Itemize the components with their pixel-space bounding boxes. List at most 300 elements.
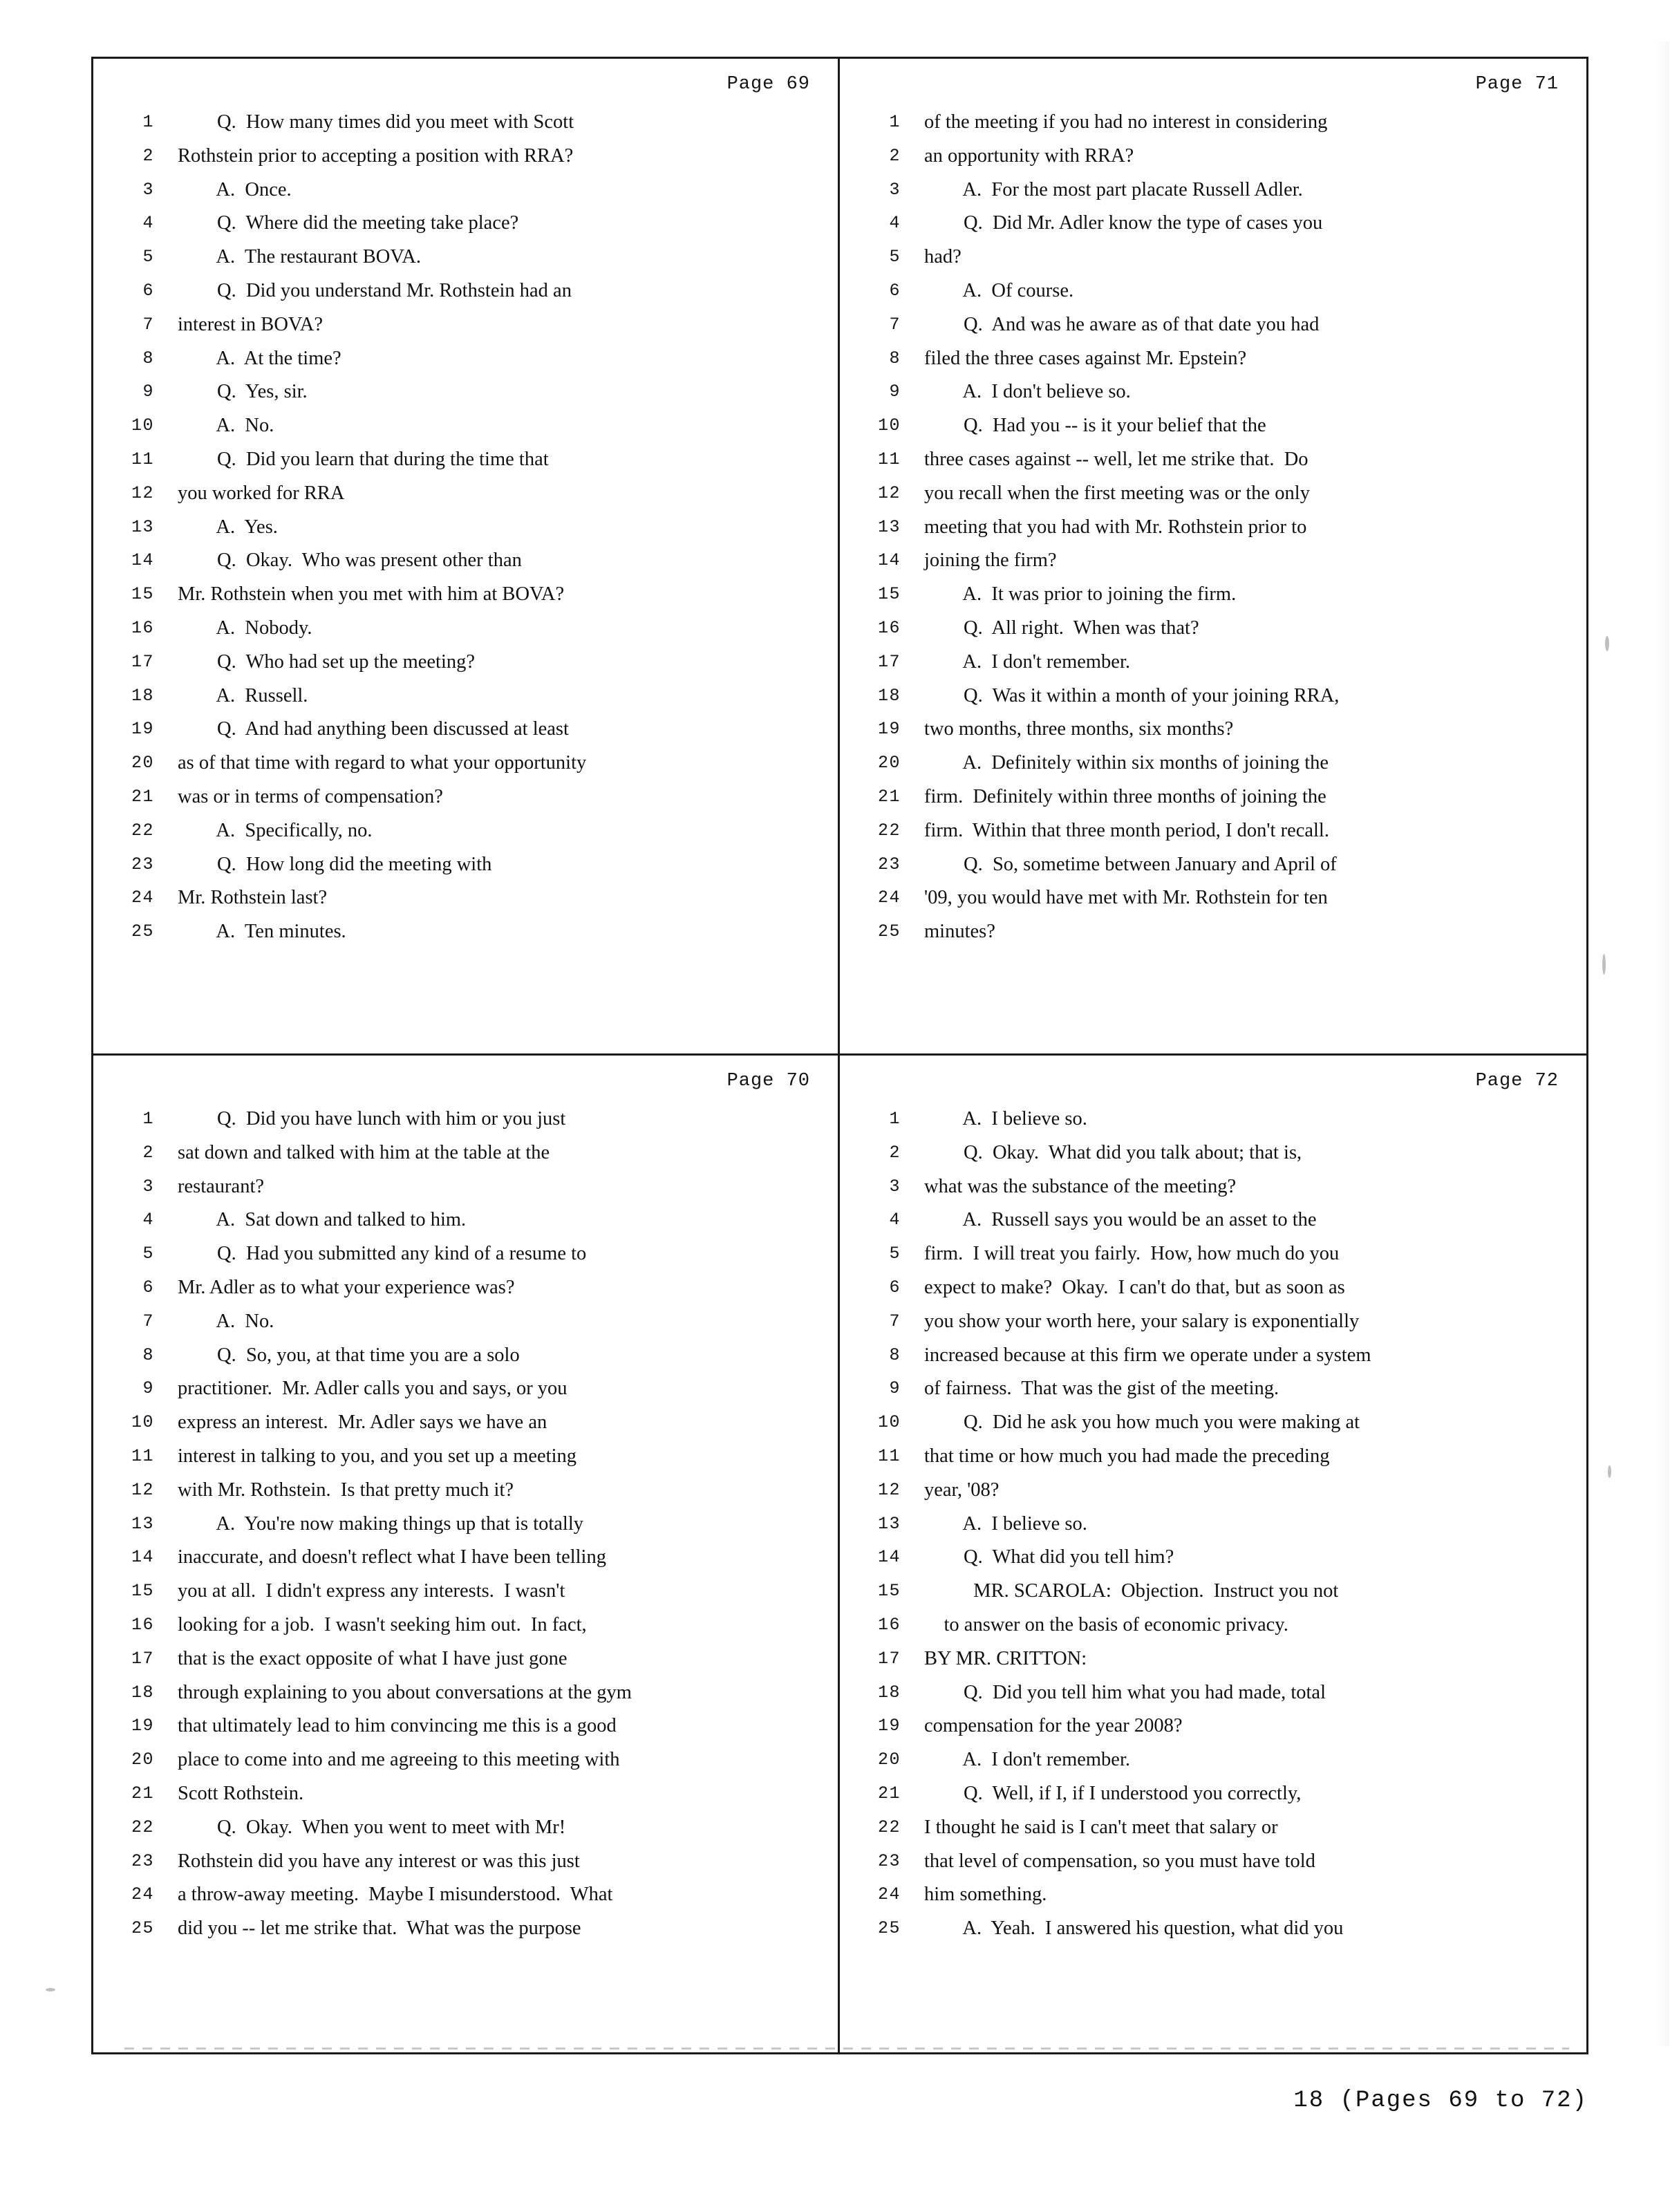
transcript-line	[858, 274, 1568, 308]
line-number: 8	[142, 1344, 154, 1365]
line-number: 10	[131, 415, 154, 436]
line-text: Q. Had you -- is it your belief that the	[924, 415, 1266, 437]
line-number: 22	[131, 1817, 154, 1837]
line-number: 16	[131, 617, 154, 638]
transcript-line	[858, 1541, 1568, 1575]
line-text: you show your worth here, your salary is exponentially	[924, 1310, 1360, 1332]
line-text: that ultimately lead to him convincing me this is a good	[178, 1715, 617, 1737]
line-text: as of that time with regard to what your opportunity	[178, 752, 587, 774]
transcript-line	[111, 814, 820, 848]
line-text: A. Sat down and talked to him.	[178, 1209, 467, 1231]
line-text: sat down and talked with him at the table at the	[178, 1141, 550, 1163]
transcript-line	[111, 308, 820, 342]
transcript-line	[858, 747, 1568, 780]
transcript-line	[111, 1271, 820, 1305]
line-text: an opportunity with RRA?	[924, 144, 1134, 167]
line-number: 10	[131, 1412, 154, 1433]
line-number: 16	[877, 1614, 901, 1635]
line-text: Q. Okay. Who was present other than	[178, 550, 522, 572]
transcript-line	[111, 1203, 820, 1237]
transcript-line	[111, 915, 820, 949]
line-number: 21	[877, 1783, 901, 1803]
scan-speck	[1602, 954, 1606, 975]
line-text: A. No.	[178, 1310, 274, 1332]
transcript-line	[111, 1103, 820, 1136]
line-text: with Mr. Rothstein. Is that pretty much it?	[178, 1479, 514, 1501]
line-number: 17	[877, 651, 901, 672]
line-number: 12	[131, 1479, 154, 1500]
line-text: place to come into and me agreeing to this meeting with	[178, 1749, 620, 1771]
line-text: A. Definitely within six months of joining the	[924, 752, 1329, 774]
transcript-line	[111, 1237, 820, 1271]
transcript-line	[111, 1811, 820, 1845]
line-text: that time or how much you had made the preceding	[924, 1445, 1330, 1467]
transcript-line	[858, 881, 1568, 915]
transcript-line	[858, 1406, 1568, 1440]
transcript-quadrant-page-72	[840, 1056, 1586, 2052]
transcript-line	[858, 612, 1568, 646]
line-text: Q. And was he aware as of that date you had	[924, 313, 1320, 335]
transcript-quadrant-page-69	[93, 59, 840, 1056]
line-number: 18	[131, 685, 154, 706]
line-number: 11	[131, 1445, 154, 1466]
transcript-line	[858, 1271, 1568, 1305]
line-number: 6	[142, 280, 154, 301]
transcript-line	[858, 375, 1568, 409]
transcript-line	[111, 1305, 820, 1339]
transcript-line	[858, 848, 1568, 882]
line-number: 24	[877, 1884, 901, 1905]
transcript-line	[111, 780, 820, 814]
line-number: 19	[131, 719, 154, 740]
line-number: 13	[877, 1513, 901, 1534]
line-number: 1	[889, 112, 901, 132]
line-number: 13	[131, 516, 154, 537]
line-number: 19	[131, 1716, 154, 1736]
line-text: joining the firm?	[924, 550, 1057, 572]
line-text: A. Yeah. I answered his question, what did you	[924, 1918, 1344, 1940]
line-number: 4	[142, 1210, 154, 1230]
transcript-line	[858, 241, 1568, 274]
transcript-lines-69	[111, 106, 820, 949]
transcript-line	[858, 1339, 1568, 1373]
line-number: 15	[877, 584, 901, 605]
line-text: filed the three cases against Mr. Epstein?	[924, 347, 1247, 369]
line-number: 6	[889, 280, 901, 301]
transcript-quadrant-page-71	[840, 59, 1586, 1056]
transcript-quadrant-page-70	[93, 1056, 840, 2052]
transcript-line	[858, 1305, 1568, 1339]
transcript-line	[111, 1372, 820, 1406]
transcript-line	[111, 207, 820, 241]
transcript-line	[111, 1541, 820, 1575]
transcript-lines-71	[858, 106, 1568, 949]
line-number: 23	[877, 854, 901, 874]
line-number: 5	[142, 1244, 154, 1264]
line-text: express an interest. Mr. Adler says we have an	[178, 1412, 547, 1434]
line-text: compensation for the year 2008?	[924, 1715, 1183, 1737]
line-number: 15	[131, 1581, 154, 1602]
line-text: through explaining to you about conversations at the gym	[178, 1681, 632, 1703]
transcript-line	[111, 1709, 820, 1743]
line-text: Q. Did he ask you how much you were making at	[924, 1412, 1360, 1434]
transcript-line	[858, 1136, 1568, 1170]
transcript-line	[858, 477, 1568, 511]
page-label-69: Page 69	[726, 74, 810, 95]
line-number: 12	[131, 482, 154, 503]
line-number: 20	[131, 753, 154, 774]
line-text: A. I believe so.	[924, 1108, 1087, 1130]
line-text: a throw-away meeting. Maybe I misunderstood. What	[178, 1884, 613, 1906]
line-text: A. You're now making things up that is totally	[178, 1512, 584, 1535]
transcript-line	[111, 1575, 820, 1609]
transcript-line	[111, 646, 820, 679]
transcript-lines-70	[111, 1103, 820, 1946]
transcript-line	[858, 1642, 1568, 1676]
line-text: A. Yes.	[178, 516, 278, 538]
line-text: MR. SCAROLA: Objection. Instruct you not	[924, 1580, 1339, 1602]
line-number: 3	[142, 1176, 154, 1197]
line-text: A. At the time?	[178, 347, 341, 369]
line-text: Q. Did Mr. Adler know the type of cases you	[924, 212, 1323, 234]
line-text: minutes?	[924, 921, 995, 943]
page-label-72: Page 72	[1475, 1071, 1559, 1091]
transcript-line	[111, 544, 820, 578]
line-number: 23	[131, 1850, 154, 1871]
transcript-line	[858, 544, 1568, 578]
line-number: 22	[877, 1817, 901, 1837]
line-number: 5	[142, 247, 154, 268]
line-number: 17	[131, 651, 154, 672]
scan-speck	[46, 1988, 55, 1991]
line-text: Q. Yes, sir.	[178, 381, 308, 403]
transcript-line	[111, 1339, 820, 1373]
line-number: 16	[131, 1614, 154, 1635]
transcript-line	[858, 1609, 1568, 1642]
transcript-line	[111, 1642, 820, 1676]
transcript-line	[858, 1237, 1568, 1271]
line-number: 3	[889, 179, 901, 200]
line-number: 25	[877, 1918, 901, 1939]
line-text: firm. Definitely within three months of joining the	[924, 785, 1326, 807]
transcript-line	[111, 713, 820, 747]
line-number: 18	[877, 1682, 901, 1703]
line-number: 15	[877, 1581, 901, 1602]
line-number: 18	[877, 685, 901, 706]
transcript-line	[111, 1474, 820, 1508]
line-text: of fairness. That was the gist of the meeting.	[924, 1378, 1279, 1400]
transcript-line	[111, 1609, 820, 1642]
line-number: 24	[877, 888, 901, 908]
line-number: 23	[131, 854, 154, 874]
line-text: A. Nobody.	[178, 617, 312, 639]
line-number: 25	[131, 921, 154, 942]
line-number: 3	[889, 1176, 901, 1197]
line-number: 14	[131, 1547, 154, 1568]
line-number: 9	[142, 1378, 154, 1399]
line-number: 3	[142, 179, 154, 200]
line-number: 20	[877, 753, 901, 774]
line-text: Q. And had anything been discussed at least	[178, 718, 569, 740]
transcript-line	[858, 679, 1568, 713]
transcript-line	[111, 174, 820, 207]
line-text: Q. Did you learn that during the time that	[178, 448, 549, 470]
line-text: increased because at this firm we operate under a system	[924, 1344, 1371, 1366]
line-text: firm. Within that three month period, I don't recall.	[924, 819, 1329, 841]
line-text: you worked for RRA	[178, 482, 345, 504]
page-footer: 18 (Pages 69 to 72)	[1293, 2088, 1588, 2114]
line-number: 20	[877, 1750, 901, 1770]
line-number: 2	[889, 1142, 901, 1163]
line-number: 6	[889, 1277, 901, 1297]
transcript-line	[858, 1440, 1568, 1474]
transcript-line	[111, 477, 820, 511]
transcript-line	[111, 1912, 820, 1946]
line-text: year, '08?	[924, 1479, 1000, 1501]
transcript-line	[111, 679, 820, 713]
line-text: A. Russell.	[178, 684, 308, 706]
line-number: 1	[889, 1109, 901, 1129]
line-number: 1	[142, 112, 154, 132]
page-label-70: Page 70	[726, 1071, 810, 1091]
line-text: Scott Rothstein.	[178, 1782, 304, 1804]
line-text: restaurant?	[178, 1175, 265, 1197]
transcript-line	[111, 1440, 820, 1474]
scan-speck	[1608, 1465, 1611, 1478]
line-text: Q. Did you have lunch with him or you just	[178, 1108, 566, 1130]
line-text: Q. So, you, at that time you are a solo	[178, 1344, 520, 1366]
line-number: 25	[131, 1918, 154, 1939]
line-number: 10	[877, 415, 901, 436]
line-number: 20	[131, 1750, 154, 1770]
transcript-line	[858, 1709, 1568, 1743]
line-text: what was the substance of the meeting?	[924, 1175, 1237, 1197]
line-number: 14	[877, 1547, 901, 1568]
scan-artifact-right-edge	[1654, 41, 1669, 2046]
line-text: Q. Had you submitted any kind of a resume to	[178, 1243, 587, 1265]
transcript-line	[858, 1103, 1568, 1136]
transcript-line	[858, 106, 1568, 140]
transcript-line	[858, 140, 1568, 174]
line-number: 17	[877, 1648, 901, 1669]
line-text: A. I don't believe so.	[924, 381, 1131, 403]
line-number: 7	[142, 314, 154, 335]
line-number: 12	[877, 1479, 901, 1500]
line-number: 22	[877, 820, 901, 841]
line-text: looking for a job. I wasn't seeking him out. In fact,	[178, 1613, 587, 1635]
line-text: Q. All right. When was that?	[924, 617, 1199, 639]
line-text: Rothstein prior to accepting a position with RRA?	[178, 144, 574, 167]
transcript-line	[111, 1508, 820, 1541]
transcript-lines-72	[858, 1103, 1568, 1946]
line-number: 23	[877, 1850, 901, 1871]
line-text: A. The restaurant BOVA.	[178, 246, 421, 268]
transcript-line	[111, 140, 820, 174]
line-text: A. It was prior to joining the firm.	[924, 583, 1237, 606]
line-text: Q. Okay. What did you talk about; that is,	[924, 1141, 1302, 1163]
line-text: expect to make? Okay. I can't do that, but as soon as	[924, 1276, 1345, 1298]
line-text: Mr. Adler as to what your experience was?	[178, 1276, 515, 1298]
transcript-line	[111, 1777, 820, 1811]
line-number: 5	[889, 247, 901, 268]
transcript-line	[858, 1777, 1568, 1811]
line-text: A. Once.	[178, 178, 292, 200]
line-number: 19	[877, 719, 901, 740]
line-number: 2	[142, 1142, 154, 1163]
transcript-line	[111, 1878, 820, 1912]
line-number: 14	[877, 550, 901, 571]
transcript-line	[858, 1170, 1568, 1204]
line-number: 18	[131, 1682, 154, 1703]
line-number: 5	[889, 1244, 901, 1264]
line-text: firm. I will treat you fairly. How, how much do you	[924, 1243, 1340, 1265]
line-text: did you -- let me strike that. What was the purpose	[178, 1918, 581, 1940]
transcript-line	[858, 1372, 1568, 1406]
transcript-line	[111, 241, 820, 274]
transcript-line	[858, 207, 1568, 241]
line-text: you recall when the first meeting was or the only	[924, 482, 1310, 504]
line-number: 17	[131, 1648, 154, 1669]
line-text: '09, you would have met with Mr. Rothstein for ten	[924, 887, 1328, 909]
line-text: three cases against -- well, let me strike that. Do	[924, 448, 1309, 470]
line-number: 7	[889, 314, 901, 335]
line-number: 2	[889, 145, 901, 166]
line-number: 9	[889, 382, 901, 402]
line-text: Q. Where did the meeting take place?	[178, 212, 519, 234]
line-text: Q. Was it within a month of your joining RRA,	[924, 684, 1340, 706]
transcript-line	[858, 1474, 1568, 1508]
transcript-line	[858, 915, 1568, 949]
transcript-line	[111, 443, 820, 477]
line-text: BY MR. CRITTON:	[924, 1647, 1087, 1669]
line-number: 13	[131, 1513, 154, 1534]
line-text: was or in terms of compensation?	[178, 785, 443, 807]
line-number: 22	[131, 820, 154, 841]
line-number: 6	[142, 1277, 154, 1297]
line-text: Q. How long did the meeting with	[178, 853, 492, 875]
line-text: A. Specifically, no.	[178, 819, 373, 841]
transcript-line	[111, 1845, 820, 1879]
transcript-line	[858, 713, 1568, 747]
transcript-line	[111, 1406, 820, 1440]
line-number: 4	[142, 213, 154, 234]
line-text: interest in BOVA?	[178, 313, 323, 335]
transcript-line	[858, 174, 1568, 207]
line-number: 19	[877, 1716, 901, 1736]
transcript-line	[858, 1508, 1568, 1541]
transcript-line	[858, 443, 1568, 477]
line-number: 15	[131, 584, 154, 605]
transcript-frame	[91, 57, 1588, 2054]
line-text: Q. How many times did you meet with Scott	[178, 111, 574, 133]
line-number: 13	[877, 516, 901, 537]
transcript-line	[858, 511, 1568, 545]
line-number: 9	[889, 1378, 901, 1399]
transcript-line	[858, 578, 1568, 612]
transcript-line	[111, 375, 820, 409]
line-number: 8	[889, 1344, 901, 1365]
line-number: 25	[877, 921, 901, 942]
line-text: Q. Did you understand Mr. Rothstein had an	[178, 279, 572, 301]
line-text: A. Russell says you would be an asset to the	[924, 1209, 1317, 1231]
line-number: 11	[877, 1445, 901, 1466]
transcript-line	[111, 342, 820, 376]
transcript-line	[858, 814, 1568, 848]
transcript-line	[858, 780, 1568, 814]
transcript-line	[111, 1743, 820, 1777]
line-number: 11	[877, 449, 901, 469]
transcript-line	[111, 106, 820, 140]
line-text: Q. Okay. When you went to meet with Mr!	[178, 1816, 566, 1838]
line-text: of the meeting if you had no interest in considering	[924, 111, 1328, 133]
line-text: Mr. Rothstein when you met with him at BOVA?	[178, 583, 565, 606]
line-number: 8	[142, 348, 154, 368]
line-number: 7	[142, 1311, 154, 1331]
line-text: had?	[924, 246, 962, 268]
line-text: to answer on the basis of economic privacy.	[924, 1613, 1288, 1635]
transcript-line	[858, 1203, 1568, 1237]
transcript-line	[111, 1136, 820, 1170]
line-text: him something.	[924, 1884, 1047, 1906]
line-number: 21	[131, 786, 154, 807]
line-text: that is the exact opposite of what I have just gone	[178, 1647, 568, 1669]
line-number: 7	[889, 1311, 901, 1331]
line-number: 4	[889, 1210, 901, 1230]
line-number: 11	[131, 449, 154, 469]
transcript-line	[111, 881, 820, 915]
line-text: inaccurate, and doesn't reflect what I have been telling	[178, 1546, 606, 1568]
line-text: practitioner. Mr. Adler calls you and says, or you	[178, 1378, 568, 1400]
scan-speck	[1605, 636, 1609, 651]
line-text: interest in talking to you, and you set up a meeting	[178, 1445, 577, 1467]
line-number: 24	[131, 1884, 154, 1905]
line-text: Mr. Rothstein last?	[178, 887, 328, 909]
line-number: 16	[877, 617, 901, 638]
line-text: A. I don't remember.	[924, 1749, 1130, 1771]
line-number: 1	[142, 1109, 154, 1129]
line-text: you at all. I didn't express any interests. I wasn't	[178, 1580, 565, 1602]
line-text: A. I don't remember.	[924, 650, 1130, 673]
line-text: A. Ten minutes.	[178, 921, 346, 943]
line-text: Q. Who had set up the meeting?	[178, 650, 476, 673]
transcript-line	[858, 646, 1568, 679]
transcript-line	[111, 1170, 820, 1204]
transcript-line	[858, 1845, 1568, 1879]
line-text: A. I believe so.	[924, 1512, 1087, 1535]
line-text: Q. Well, if I, if I understood you correctly,	[924, 1782, 1302, 1804]
line-text: A. For the most part placate Russell Adler.	[924, 178, 1303, 200]
line-number: 21	[877, 786, 901, 807]
transcript-line	[858, 1912, 1568, 1946]
transcript-line	[858, 409, 1568, 443]
line-text: I thought he said is I can't meet that salary or	[924, 1816, 1278, 1838]
transcript-line	[111, 747, 820, 780]
line-number: 14	[131, 550, 154, 571]
transcript-line	[858, 1743, 1568, 1777]
line-number: 9	[142, 382, 154, 402]
line-text: Q. So, sometime between January and April of	[924, 853, 1337, 875]
transcript-line	[111, 511, 820, 545]
page-label-71: Page 71	[1475, 74, 1559, 95]
scan-artifact-bottom-line	[124, 2047, 1569, 2050]
transcript-line	[858, 1575, 1568, 1609]
line-number: 12	[877, 482, 901, 503]
line-number: 24	[131, 888, 154, 908]
transcript-line	[111, 578, 820, 612]
transcript-line	[111, 612, 820, 646]
line-number: 21	[131, 1783, 154, 1803]
transcript-line	[858, 1811, 1568, 1845]
